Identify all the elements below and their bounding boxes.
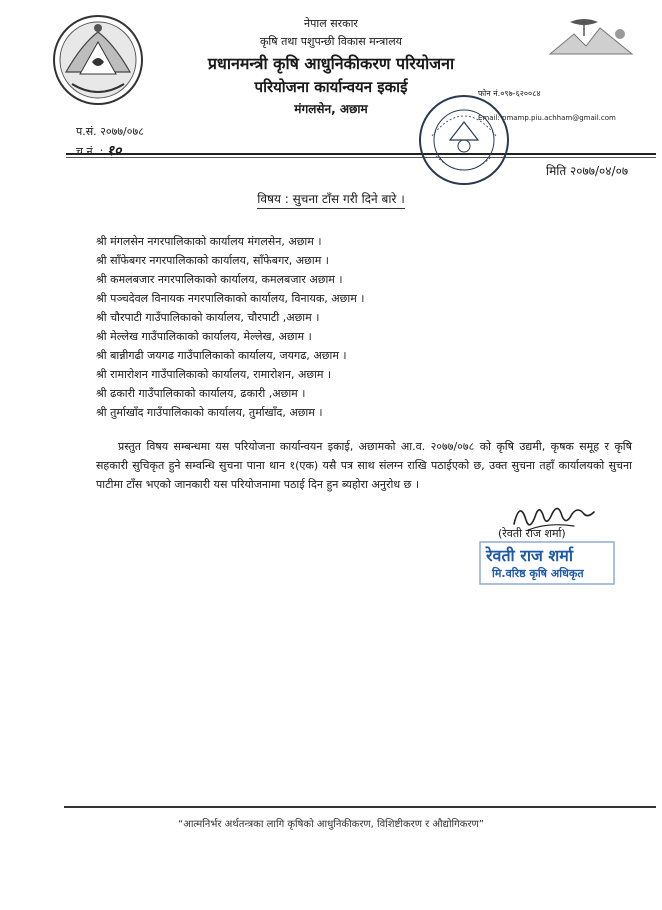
project-name: प्रधानमन्त्री कृषि आधुनिकीकरण परियोजना	[207, 54, 455, 73]
header-divider-thin	[66, 157, 656, 158]
stamp-officer-title: मि.वरिष्ठ कृषि अधिकृत	[492, 567, 584, 580]
visit-nepal-logo	[540, 14, 642, 80]
dispatch-value: १०	[106, 143, 122, 159]
recipient-item: श्री रामारोशन गाउँपालिकाको कार्यालय, रामारोशन, अछाम ।	[96, 368, 332, 381]
government-name: नेपाल सरकार	[304, 17, 358, 30]
header-divider	[66, 153, 656, 155]
reference-number: प.सं. २०७७/०७८	[76, 125, 144, 138]
recipient-item: श्री पञ्चदेवल विनायक नगरपालिकाको कार्यालय, विनायक, अछाम ।	[96, 292, 365, 305]
unit-name: परियोजना कार्यान्वयन इकाई	[254, 78, 408, 96]
office-location: मंगलसेन, अछाम	[294, 102, 368, 116]
letter-date: मिति २०७७/०४/०७	[546, 164, 629, 178]
stamp-officer-name: रेवती राज शर्मा	[486, 546, 573, 565]
footer-slogan: “आत्मनिर्भर अर्थतन्त्रका लागि कृषिको आधुनिकीकरण, विशिष्टीकरण र औद्योगिकरण”	[178, 819, 484, 830]
subject-text: विषय : सुचना टाँस गरी दिने बारे ।	[257, 190, 405, 209]
recipient-item: श्री कमलबजार नगरपालिकाको कार्यालय, कमलबजार अछाम ।	[96, 273, 343, 286]
footer-divider	[64, 806, 656, 808]
recipient-item: श्री ढकारी गाउँपालिकाको कार्यालय, ढकारी ,अछाम ।	[96, 387, 306, 400]
recipient-item: श्री मेल्लेख गाउँपालिकाको कार्यालय, मेल्लेख, अछाम ।	[96, 330, 312, 343]
letter-subject	[0, 190, 662, 209]
recipient-item: श्री साँफेबगर नगरपालिकाको कार्यालय, साँफेबगर, अछाम ।	[96, 254, 329, 267]
recipient-item: श्री बान्नीगढी जयगढ गाउँपालिकाको कार्यालय, जयगढ, अछाम ।	[96, 349, 347, 362]
recipient-item: श्री तुर्माखाँद गाउँपालिकाको कार्यालय, तुर्माखाँद, अछाम ।	[96, 406, 323, 419]
signer-name: (रेवती राज शर्मा)	[498, 527, 566, 540]
recipient-item: श्री चौरपाटी गाउँपालिकाको कार्यालय, चौरपाटी ,अछाम ।	[96, 311, 320, 324]
office-seal-stamp	[416, 92, 512, 188]
email-address: Email: pmamp.piu.achham@gmail.com	[478, 114, 616, 122]
dispatch-label: च.नं. :	[76, 145, 104, 158]
recipient-item: श्री मंगलसेन नगरपालिकाको कार्यालय मंगलसेन, अछाम ।	[96, 235, 322, 248]
phone-number: फोन नं.०९७-६२००८४	[478, 89, 541, 98]
recipient-list	[96, 232, 364, 422]
letter-body: प्रस्तुत विषय सम्बन्धमा यस परियोजना कार्यान्वयन इकाई, अछामको आ.व. २०७७/०७८ को कृषि उद्यमी, कृषक समूह र कृषि सहकारी सुचिकृत हुने सम्वन्धि सुचना पाना थान १(एक) यसै पत्र साथ संलग्न राखि पठाईएको छ, उक्त सुचना तहाँ कार्यालयको सुचना पाटीमा टाँस भएको जानकारी यस परियोजनामा पठाई दिन हुन ब्यहोरा अनुरोध छ ।	[96, 440, 632, 491]
ministry-name: कृषि तथा पशुपन्छी विकास मन्त्रालय	[259, 35, 403, 48]
